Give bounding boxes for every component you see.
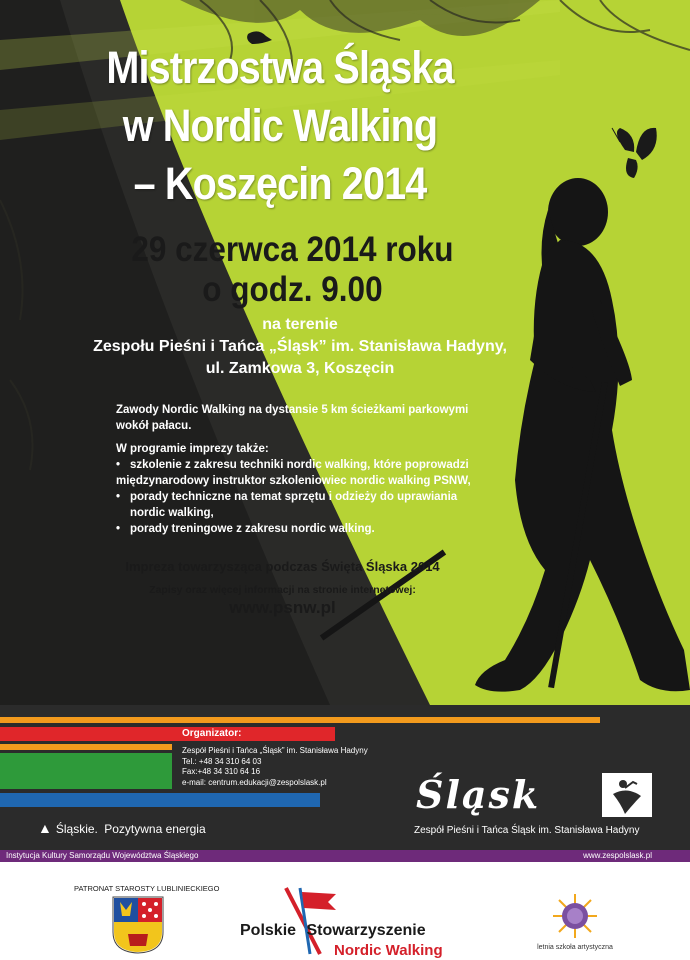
event-time: o godz. 9.00 [202,270,383,309]
institution-text: Instytucja Kultury Samorządu Województwa Śląskiego [6,851,199,860]
orange-stripe-short [0,744,172,750]
psnw-logo [238,884,468,960]
event-description [116,402,516,537]
psnw-name-line2: Nordic Walking [334,942,443,959]
venue-name: Zespołu Pieśni i Tańca „Śląsk” im. Stanisława Hadyny, [93,338,507,355]
organizer-tel: Tel.: +48 34 310 64 03 [182,756,262,766]
slask-logo [416,773,656,821]
red-stripe [0,727,335,741]
butterfly-icon [612,128,657,178]
accompanying-event: Impreza towarzysząca podczas Święta Śląska 2014 [125,559,440,574]
summer-school-caption: letnia szkoła artystyczna [537,944,613,951]
summer-school-logo [545,892,605,952]
organizer-footer [0,705,690,850]
slask-wordmark: Śląsk [416,772,541,817]
venue-intro: na terenie [262,316,338,333]
program-heading: W programie imprezy także: [116,443,269,455]
orange-stripe [0,717,600,723]
psnw-name-line1: Polskie Stowarzyszenie [240,922,426,939]
nordic-poles-icon [280,884,340,958]
description-line2: wokół pałacu. [116,420,192,432]
website-link[interactable]: www.psnw.pl [229,598,336,617]
organizer-name: Zespół Pieśni i Tańca „Śląsk” im. Stanisława Hadyny [182,746,368,755]
patronat-label: PATRONAT STAROSTY LUBLINIECKIEGO [74,884,220,893]
event-title-line2: w Nordic Walking [122,100,438,151]
partners-section [0,862,690,960]
event-title-line3: – Koszęcin 2014 [133,158,427,209]
slask-caption: Zespół Pieśni i Tańca Śląsk im. Stanisława Hadyny [414,825,640,836]
organizer-fax: Fax:+48 34 310 64 16 [182,767,261,776]
institution-website[interactable]: www.zespolslask.pl [583,851,652,860]
program-item-continuation: międzynarodowy instruktor szkoleniowiec nordic walking PSNW, [116,475,471,487]
blue-stripe [0,793,320,807]
venue-address: ul. Zamkowa 3, Koszęcin [205,360,395,377]
region-logo-icon: ▲ [38,820,52,836]
region-logo: ▲ Śląskie. Pozytywna energia [38,820,206,836]
organizer-label: Organizator: [182,728,242,739]
program-item: • porady techniczne na temat sprzętu i odzieży do uprawiania nordic walking, [116,489,516,521]
institution-bar [0,850,690,862]
description-line1: Zawody Nordic Walking na dystansie 5 km ścieżkami parkowymi [116,404,469,416]
program-item: • szkolenie z zakresu techniki nordic walking, które poprowadzi [116,457,516,473]
event-title-line1: Mistrzostwa Śląska [106,42,454,93]
slask-dancer-icon [602,773,652,817]
green-stripe [0,753,172,789]
program-list [116,457,516,473]
program-item: • porady treningowe z zakresu nordic walking. [116,521,516,537]
coat-of-arms-icon [112,896,164,954]
event-date: 29 czerwca 2014 roku [131,230,454,269]
sun-icon [545,892,605,940]
registration-info: Zapisy oraz więcej informacji na stronie internetowej: [149,584,416,596]
organizer-email[interactable]: e-mail: centrum.edukacji@zespolslask.pl [182,777,327,787]
